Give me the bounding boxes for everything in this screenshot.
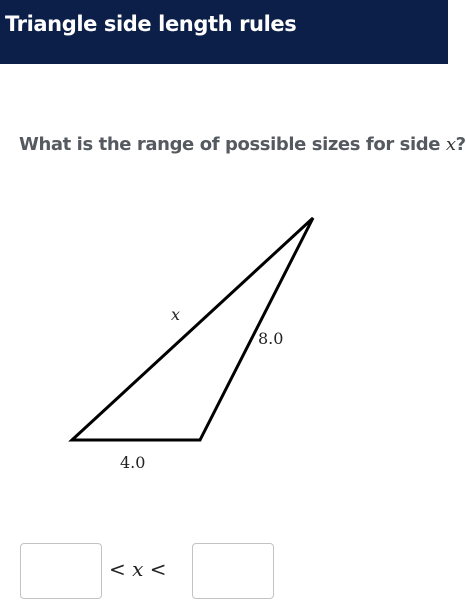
- upper-bound-input[interactable]: [192, 543, 274, 599]
- side-label-x: x: [171, 305, 181, 324]
- side-label-bottom: 4.0: [120, 453, 146, 472]
- question-suffix: ?: [455, 134, 466, 155]
- question-variable: x: [445, 134, 456, 155]
- inequality-expression: [109, 557, 167, 581]
- side-label-right: 8.0: [258, 329, 284, 348]
- less-than-symbol-1: <: [109, 557, 126, 581]
- question-prefix: What is the range of possible sizes for side: [19, 134, 446, 155]
- inequality-variable: x: [132, 557, 144, 581]
- page-title: Triangle side length rules: [5, 12, 297, 36]
- less-than-symbol-2: <: [149, 557, 167, 581]
- lower-bound-input[interactable]: [20, 543, 102, 599]
